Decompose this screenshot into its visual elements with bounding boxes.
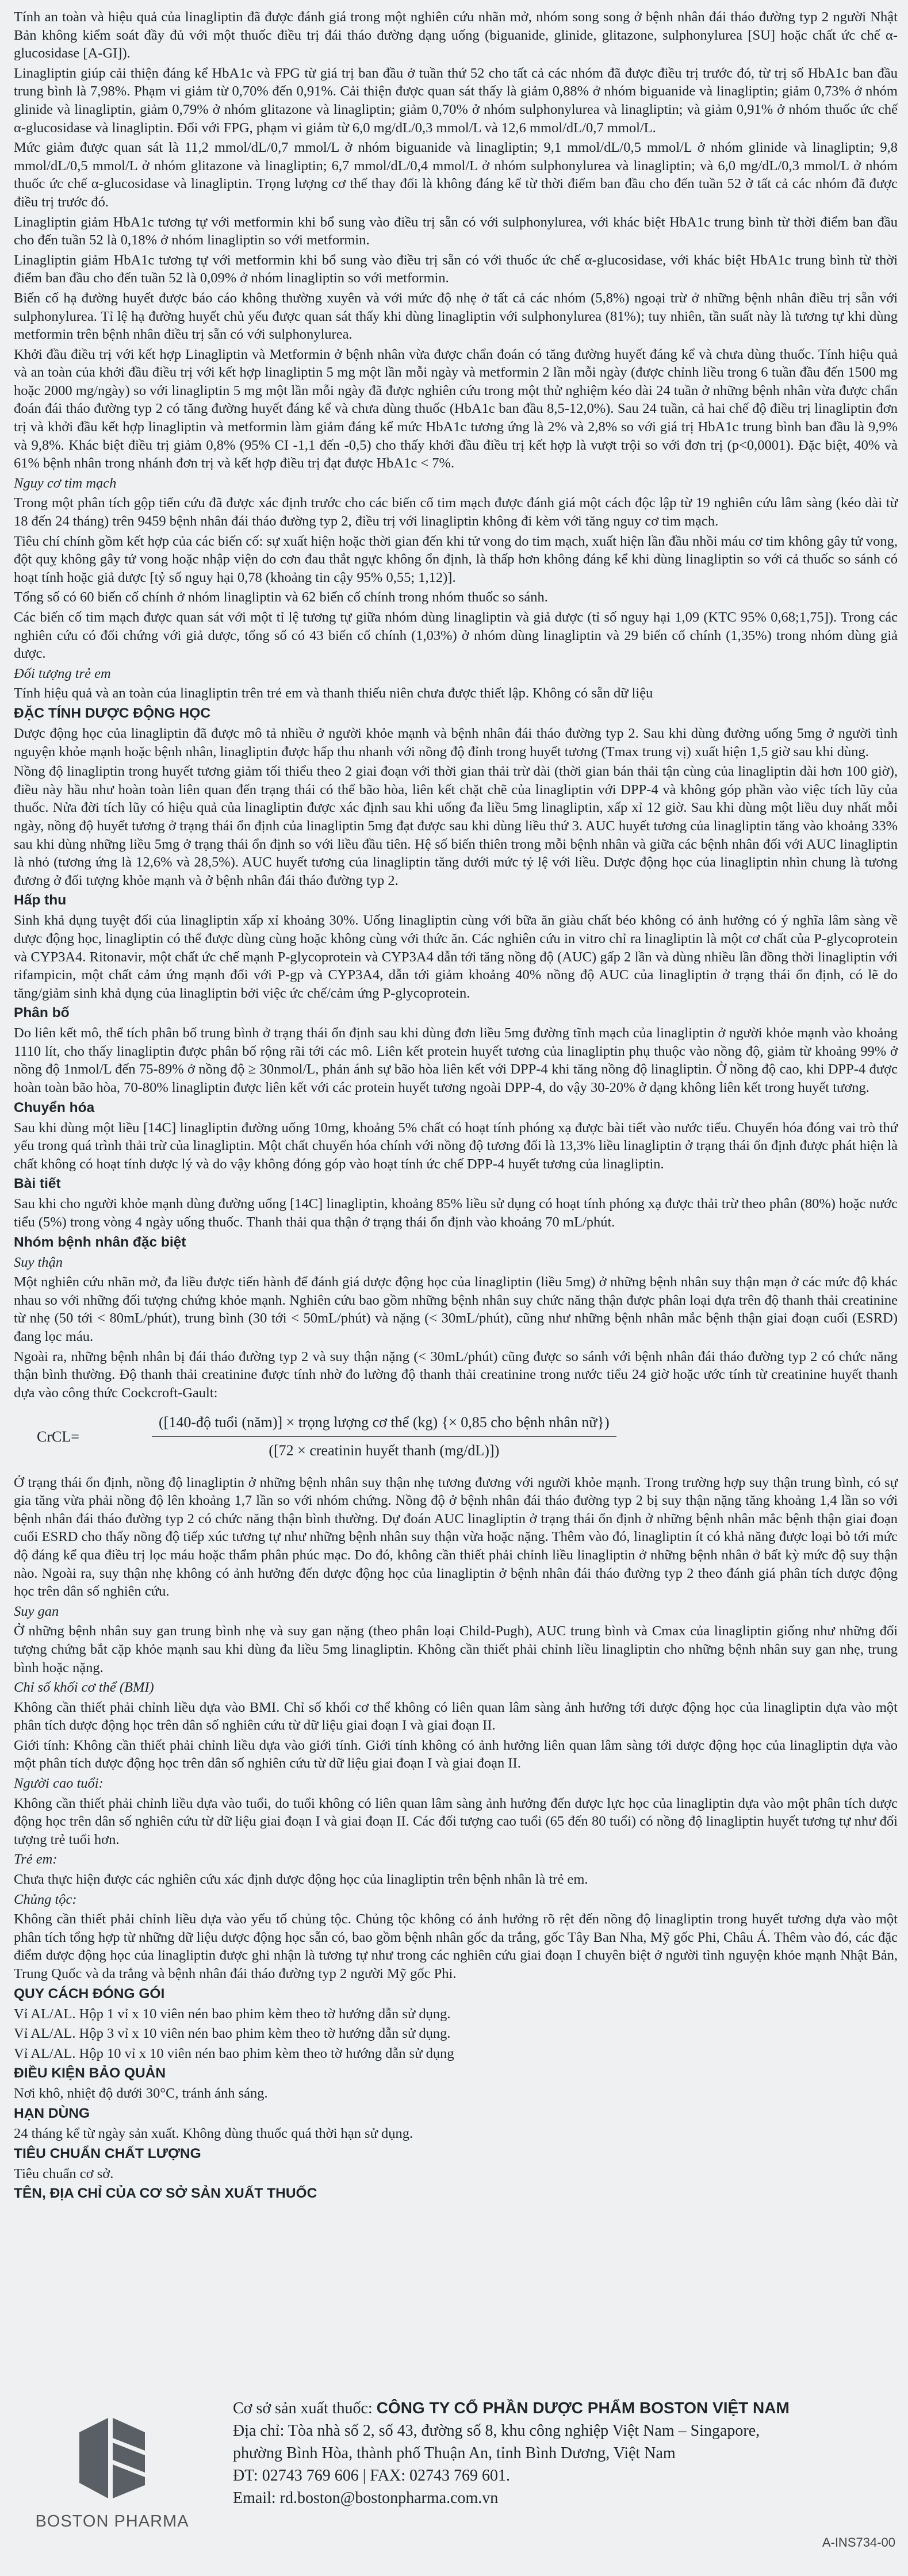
- logo-text: BOSTON PHARMA: [35, 2512, 189, 2531]
- elderly-heading: Người cao tuổi:: [14, 1776, 104, 1792]
- efficacy-paragraph: Mức giảm được quan sát là 11,2 mmol/dL/0,7 mmol/L ở nhóm biguanide và linagliptin; 9,1 mmol/dL/0,5 mmol/L ở nhóm glinide và linagliptin; 9,8 mmol/dL/0,5 mmol/L ở nhóm glitazone và linagliptin; 6,7 mmol/dL/0,4 mmol/L ở nhóm sulphonylurea và linagliptin; và 6,0 mg/dL/0,3 mmol/L ở nhóm thuốc ức chế α-glucosidase và linagliptin. Trọng lượng cơ thể thay đổi là không đáng kể từ thời điểm ban đầu cho đến tuần 52 ở tất cả các nhóm đã được điều trị trước đó.: [14, 140, 898, 210]
- children-paragraph: Tính hiệu quả và an toàn của linagliptin trên trẻ em và thanh thiếu niên chưa được thiết lập. Không có sẵn dữ liệu: [14, 685, 653, 702]
- boston-pharma-logo-icon: [75, 2415, 150, 2501]
- manufacturer-address-line: phường Bình Hòa, thành phố Thuận An, tỉnh Bình Dương, Việt Nam: [233, 2444, 676, 2462]
- children-heading: Đối tượng trẻ em: [14, 665, 111, 681]
- efficacy-paragraph: Linagliptin giảm HbA1c tương tự với metformin khi bổ sung vào điều trị sẵn có với thuốc ức chế α-glucosidase, với khác biệt HbA1c trung bình từ thời điểm ban đầu cho đến tuần 52 là 0,09% ở nhóm linagliptin so với metformin.: [14, 252, 898, 286]
- quality-text: Tiêu chuẩn cơ sở.: [14, 2165, 114, 2182]
- special-populations-heading: Nhóm bệnh nhân đặc biệt: [14, 1234, 186, 1250]
- cv-paragraph: Trong một phân tích gộp tiến cứu đã được xác định trước cho các biến cố tim mạch được đánh giá một cách độc lập từ 19 nghiên cứu lâm sàng (kéo dài từ 18 đến 24 tháng) trên 9459 bệnh nhân đái tháo đường typ 2, điều trị với linagliptin không đi kèm với tăng nguy cơ tim mạch.: [14, 495, 898, 530]
- cv-paragraph: Các biến cố tim mạch được quan sát với một tỉ lệ tương tự giữa nhóm dùng linagliptin và giả dược (tỉ số nguy hại 1,09 (KTC 95% 0,68;1,75]). Trong các nghiên cứu có đối chứng với giả dược, tổng số có 43 biến cố chính (1,03%) ở nhóm dùng linagliptin và 29 biến cố chính (1,35%) trong nhóm dùng giả dược.: [14, 610, 898, 662]
- gender-paragraph: Giới tính: Không cần thiết phải chỉnh liều dựa vào giới tính. Giới tính không có ảnh hưởng liên quan lâm sàng tới dược động học của linagliptin dựa vào một phân tích dược động học trên dân số nghiên cứu từ dữ liệu giai đoạn I và giai đoạn II.: [14, 1737, 898, 1772]
- distribution-paragraph: Do liên kết mô, thể tích phân bố trung bình ở trạng thái ổn định sau khi dùng đơn liều 5mg đường tĩnh mạch của linagliptin ở người khỏe mạnh vào khoảng 1110 lít, cho thấy linagliptin được phân bố rộng rãi tới các mô. Liên kết protein huyết tương của linagliptin phụ thuộc vào nồng độ, giảm từ khoảng 99% ở nồng độ 1nmol/L đến 75-89% ở nồng độ ≥ 30nmol/L, phản ánh sự bão hòa liên kết với DPP-4 khi tăng nồng độ linagliptin. Ở nồng độ cao, khi DPP-4 được hoàn toàn bão hòa, 70-80% linagliptin được liên kết với các protein huyết tương ngoài DPP-4, do vậy 30-20% ở dạng không liên kết trong huyết tương.: [14, 1025, 898, 1096]
- renal-paragraph: Ngoài ra, những bệnh nhân bị đái tháo đường typ 2 và suy thận nặng (< 30mL/phút) cũng được so sánh với bệnh nhân đái tháo đường typ 2 có chức năng thận bình thường. Độ thanh thải creatinine được tính nhờ đo lường độ thanh thải creatinine trong nước tiểu 24 giờ hoặc ước tính từ creatinine huyết thanh dựa vào công thức Cockcroft-Gault:: [14, 1348, 898, 1401]
- packaging-item: Vỉ AL/AL. Hộp 10 vỉ x 10 viên nén bao phim kèm theo tờ hướng dẫn sử dụng: [14, 2045, 454, 2061]
- formula-lhs: CrCL=: [37, 1428, 79, 1445]
- efficacy-paragraph: Khởi đầu điều trị với kết hợp Linagliptin và Metformin ở bệnh nhân vừa được chẩn đoán có tăng đường huyết đáng kể và chưa dùng thuốc. Tính hiệu quả và an toàn của khởi đầu điều trị với kết hợp linagliptin 5 mg một lần mỗi ngày và metformin 2 lần mỗi ngày (được chỉnh liều trong 6 tuần đầu đến 1500 mg hoặc 2000 mg/ngày) so với linagliptin 5 mg một lần mỗi ngày đã được nghiên cứu trong một thử nghiệm kéo dài 24 tuần ở những bệnh nhân vừa được chẩn đoán đái tháo đường typ 2 có tăng đường huyết đáng kể và chưa dùng thuốc (HbA1c ban đầu 8,5-12,0%). Sau 24 tuần, cả hai chế độ điều trị linagliptin đơn trị và khởi đầu kết hợp linagliptin và metformin làm giảm đáng kể mức HbA1c tương ứng là 2% và 2,8% so với giá trị HbA1c trung bình ban đầu là 9,9% và 9,8%. Khác biệt điều trị giảm 0,8% (95% CI -1,1 đến -0,5) cho thấy khởi đầu điều trị kết hợp là vượt trội so với đơn trị (p<0,0001). Đặc biệt, 40% và 61% bệnh nhân trong nhánh đơn trị và kết hợp điều trị đạt được HbA1c < 7%.: [14, 346, 898, 471]
- shelf-life-text: 24 tháng kể từ ngày sản xuất. Không dùng thuốc quá thời hạn sử dụng.: [14, 2125, 413, 2141]
- bmi-paragraph: Không cần thiết phải chỉnh liều dựa vào BMI. Chỉ số khối cơ thể không có liên quan lâm sàng ảnh hưởng tới dược động học của linagliptin dựa vào một phân tích dược động học trên dân số nghiên cứu từ dữ liệu giai đoạn I và giai đoạn II.: [14, 1699, 898, 1734]
- packaging-heading: QUY CÁCH ĐÓNG GÓI: [14, 1985, 165, 2002]
- packaging-item: Vỉ AL/AL. Hộp 3 vỉ x 10 viên nén bao phim kèm theo tờ hướng dẫn sử dụng.: [14, 2026, 451, 2042]
- pediatric-heading: Trẻ em:: [14, 1851, 58, 1868]
- pk-paragraph: Nồng độ linagliptin trong huyết tương giảm tối thiểu theo 2 giai đoạn với thời gian thải trừ dài (thời gian bán thải tận cùng của linagliptin dài hơn 100 giờ), điều này hầu như hoàn toàn liên quan đến trạng thái có thể bão hòa, liên kết chặt chẽ của linagliptin với DPP-4 và không góp phần vào việc tích lũy của thuốc. Nửa đời tích lũy có hiệu quả của linagliptin được xác định sau khi uống đa liều 5mg linagliptin, xấp xỉ 12 giờ. Sau khi dùng một liều duy nhất mỗi ngày, nồng độ huyết tương ở trạng thái ổn định của linagliptin 5mg đạt được sau khi dùng liều thứ 3. AUC huyết tương của linagliptin tăng vào khoảng 33% sau khi dùng những liều 5mg ở trạng thái ổn định so với liều đầu tiên. Hệ số biến thiên trong mỗi bệnh nhân và giữa các bệnh nhân đối với AUC linagliptin là nhỏ (tương ứng là 12,6% và 28,5%). AUC huyết tương của linagliptin tăng dưới mức tỷ lệ với liều. Dược động học của linagliptin nhìn chung là tương đương ở đối tượng khỏe mạnh và ở bệnh nhân đái tháo đường typ 2.: [14, 764, 898, 888]
- manufacturer-address-block: [233, 2397, 790, 2509]
- renal-paragraph: Một nghiên cứu nhãn mở, đa liều được tiến hành để đánh giá dược động học của linagliptin (liều 5mg) ở những bệnh nhân suy thận mạn ở các mức độ khác nhau so với những đối tượng chứng khỏe mạnh. Nghiên cứu bao gồm những bệnh nhân suy chức năng thận được phân loại dựa trên độ thanh thải creatinine từ nhẹ (50 tới < 80mL/phút), trung bình (30 tới < 50mL/phút) và nặng (< 30mL/phút), cũng như những bệnh nhân mắc bệnh thận giai đoạn cuối (ESRD) đang lọc máu.: [14, 1274, 898, 1344]
- efficacy-paragraph: Linagliptin giảm HbA1c tương tự với metformin khi bổ sung vào điều trị sẵn có với sulphonylurea, với khác biệt HbA1c trung bình từ thời điểm ban đầu cho đến tuần 52 là 0,18% ở nhóm linagliptin so với metformin.: [14, 214, 898, 248]
- cv-paragraph: Tổng số có 60 biến cố chính ở nhóm linagliptin và 62 biến cố chính trong nhóm thuốc so sánh.: [14, 589, 548, 605]
- metabolism-paragraph: Sau khi dùng một liều [14C] linagliptin đường uống 10mg, khoảng 5% chất có hoạt tính phóng xạ được bài tiết vào nước tiểu. Chuyển hóa đóng vai trò thứ yếu trong quá trình thải trừ của linagliptin. Một chất chuyển hóa chính với nồng độ tương đối là 13,3% liều linagliptin ở trạng thái ổn định được phát hiện là chất không có hoạt tính dược lý và do vậy không đóng góp vào hoạt tính ức chế DPP-4 huyết tương của linagliptin.: [14, 1120, 898, 1172]
- race-heading: Chủng tộc:: [14, 1891, 77, 1907]
- hepatic-heading: Suy gan: [14, 1603, 59, 1619]
- manufacturer-footer: [0, 2392, 908, 2576]
- manufacturer-name: CÔNG TY CỔ PHẦN DƯỢC PHẨM BOSTON VIỆT NAM: [376, 2399, 790, 2417]
- renal-heading: Suy thận: [14, 1254, 63, 1270]
- manufacturer-email: Email: rd.boston@bostonpharma.com.vn: [233, 2489, 499, 2507]
- document-code: A-INS734-00: [822, 2535, 895, 2550]
- storage-text: Nơi khô, nhiệt độ dưới 30°C, tránh ánh sáng.: [14, 2086, 268, 2102]
- metabolism-heading: Chuyển hóa: [14, 1099, 95, 1116]
- race-paragraph: Không cần thiết phải chỉnh liều dựa vào yếu tố chủng tộc. Chủng tộc không có ảnh hưởng rõ rệt đến nồng độ linagliptin trong huyết tương dựa vào một phân tích tổng hợp từ những dữ liệu dược động học sẵn có, bao gồm bệnh nhân gốc da trắng, gốc Tây Ban Nha, Mỹ gốc Phi, Châu Á. Thêm vào đó, các đặc điểm dược động học của linagliptin được ghi nhận là tương tự như trong các nghiên cứu giai đoạn I chuyên biệt ở người tình nguyện khỏe mạnh Nhật Bản, Trung Quốc và da trắng và bệnh nhân đái tháo đường typ 2 người Mỹ gốc Phi.: [14, 1911, 898, 1981]
- pk-heading: ĐẶC TÍNH DƯỢC ĐỘNG HỌC: [14, 705, 211, 721]
- excretion-paragraph: Sau khi cho người khỏe mạnh dùng đường uống [14C] linagliptin, khoảng 85% liều sử dụng có hoạt tính phóng xạ được thải trừ theo phân (80%) hoặc nước tiểu (5%) trong vòng 4 ngày uống thuốc. Thanh thải qua thận ở trạng thái ổn định vào khoảng 70 mL/phút.: [14, 1196, 898, 1230]
- packaging-item: Vỉ AL/AL. Hộp 1 vỉ x 10 viên nén bao phim kèm theo tờ hướng dẫn sử dụng.: [14, 2006, 451, 2022]
- cv-paragraph: Tiêu chí chính gồm kết hợp của các biến cố: sự xuất hiện hoặc thời gian đến khi tử vong do tim mạch, xuất hiện lần đầu nhồi máu cơ tim không gây tử vong, đột quỵ không gây tử vong hoặc nhập viện do cơn đau thắt ngực không ổn định, là thấp hơn không đáng kể khi dùng linagliptin so với cả thuốc so sánh có hoạt tính hoặc giả dược [tỷ số nguy hại 0,78 (khoảng tin cậy 95% 0,55; 1,12)].: [14, 533, 898, 585]
- distribution-heading: Phân bố: [14, 1005, 70, 1021]
- manufacturer-phone: ĐT: 02743 769 606 | FAX: 02743 769 601.: [233, 2467, 511, 2485]
- elderly-paragraph: Không cần thiết phải chỉnh liều dựa vào tuổi, do tuổi không có liên quan lâm sàng ảnh hưởng đến dược lực học của linagliptin dựa vào một phân tích dược động học trên dân số nghiên cứu từ dữ liệu giai đoạn I và giai đoạn II. Các đối tượng cao tuổi (65 đến 80 tuổi) có nồng độ linagliptin huyết tương tự như đối tượng trẻ tuổi hơn.: [14, 1795, 898, 1847]
- shelf-life-heading: HẠN DÙNG: [14, 2105, 90, 2121]
- efficacy-paragraph: Linagliptin giúp cải thiện đáng kể HbA1c và FPG từ giá trị ban đầu ở tuần thứ 52 cho tất cả các nhóm đã được điều trị trước đó, từ trị số HbA1c ban đầu trung bình là 7,98%. Phạm vi giảm từ 0,70% đến 0,91%. Cải thiện được quan sát thấy là giảm 0,88% ở nhóm biguanide và linagliptin; giảm 0,73% ở nhóm glinide và linagliptin, giảm 0,79% ở nhóm glitazone và linagliptin; giảm 0,70% ở nhóm sulphonylurea và linagliptin; và giảm 0,91% ở nhóm thuốc ức chế α-glucosidase và linagliptin. Đối với FPG, phạm vi giảm từ 6,0 mg/dL/0,3 mmol/L và 12,6 mmol/dL/0,7 mmol/L.: [14, 65, 898, 136]
- manufacturer-address-line: Địa chỉ: Tòa nhà số 2, số 43, đường số 8, khu công nghiệp Việt Nam – Singapore,: [233, 2422, 760, 2440]
- formula-numerator: ([140-độ tuổi (năm)] × trọng lượng cơ thể (kg) {× 0,85 cho bệnh nhân nữ}): [152, 1413, 616, 1437]
- efficacy-paragraph: Tính an toàn và hiệu quả của linagliptin đã được đánh giá trong một nghiên cứu nhãn mở, nhóm song song ở bệnh nhân đái tháo đường typ 2 người Nhật Bản không kiểm soát đầy đủ với một thuốc điều trị đái tháo đường dạng uống (biguanide, glinide, glitazone, sulphonylurea [SU] hoặc chất ức chế α-glucosidase [A-GI]).: [14, 9, 898, 62]
- manufacturer-heading: TÊN, ĐỊA CHỈ CỦA CƠ SỞ SẢN XUẤT THUỐC: [14, 2186, 317, 2202]
- formula-fraction: [152, 1413, 616, 1459]
- renal-paragraph: Ở trạng thái ổn định, nồng độ linagliptin ở những bệnh nhân suy thận nhẹ tương đương với người khỏe mạnh. Trong trường hợp suy thận trung bình, có sự gia tăng vừa phải nồng độ lên khoảng 1,7 lần so với nhóm chứng. Nồng độ ở bệnh nhân đái tháo đường typ 2 bị suy thận nặng tăng khoảng 1,4 lần so với bệnh nhân đái tháo đường typ 2 có chức năng thận bình thường. Dự đoán AUC linagliptin ở trạng thái ổn định ở những bệnh nhân mắc bệnh thận giai đoạn cuối ESRD cho thấy nồng độ tiếp xúc tương tự như những bệnh nhân suy thận vừa hoặc nặng. Thêm vào đó, linagliptin ít có khả năng được loại bỏ tới mức độ đáng kể qua điều trị lọc máu hoặc thẩm phân phúc mạc. Do đó, không cần thiết phải chỉnh liều linagliptin ở những bệnh nhân ở bất kỳ mức độ suy thận nào. Ngoài ra, suy thận nhẹ không có ảnh hưởng đến dược động học của linagliptin ở bệnh nhân đái tháo đường typ 2 theo đánh giá phân tích dược động học trên dân số nghiên cứu.: [14, 1474, 898, 1600]
- cv-risk-heading: Nguy cơ tim mạch: [14, 475, 117, 491]
- efficacy-paragraph: Biến cố hạ đường huyết được báo cáo không thường xuyên và với mức độ nhẹ ở tất cả các nhóm (5,8%) ngoại trừ ở những bệnh nhân điều trị sẵn với sulphonylurea. Tỉ lệ hạ đường huyết chủ yếu được quan sát thấy khi dùng linagliptin với sulphonylurea (81%); tuy nhiên, tần suất này là tương tự khi dùng metformin trên bệnh nhân điều trị sẵn có với sulphonylurea.: [14, 290, 898, 343]
- hepatic-paragraph: Ở những bệnh nhân suy gan trung bình nhẹ và suy gan nặng (theo phân loại Child-Pugh), AUC trung bình và Cmax của linagliptin giống như những đối tượng chứng bắt cặp khỏe mạnh sau khi dùng đa liều 5mg linagliptin. Không cần thiết phải chỉnh liều linagliptin cho những bệnh nhân suy gan nhẹ, trung bình hoặc nặng.: [14, 1623, 898, 1676]
- storage-heading: ĐIỀU KIỆN BẢO QUẢN: [14, 2065, 166, 2082]
- excretion-heading: Bài tiết: [14, 1176, 61, 1192]
- bmi-heading: Chỉ số khối cơ thể (BMI): [14, 1680, 154, 1696]
- cockcroft-gault-formula: [37, 1413, 898, 1459]
- formula-denominator: ([72 × creatinin huyết thanh (mg/dL)]): [269, 1442, 500, 1459]
- pediatric-paragraph: Chưa thực hiện được các nghiên cứu xác định dược động học của linagliptin trên bệnh nhân là trẻ em.: [14, 1872, 588, 1888]
- pk-paragraph: Dược động học của linagliptin đã được mô tả nhiều ở người khỏe mạnh và bệnh nhân đái tháo đường typ 2. Sau khi dùng đường uống 5mg ở người tình nguyện khỏe mạnh hoặc bệnh nhân, linagliptin được hấp thu nhanh với nồng độ đỉnh trong huyết tương (Tmax trung vị) xuất hiện 1,5 giờ sau khi dùng.: [14, 725, 898, 760]
- manufacturer-label: Cơ sở sản xuất thuốc:: [233, 2399, 373, 2417]
- quality-heading: TIÊU CHUẨN CHẤT LƯỢNG: [14, 2145, 201, 2161]
- absorption-heading: Hấp thu: [14, 892, 67, 908]
- absorption-paragraph: Sinh khả dụng tuyệt đối của linagliptin xấp xỉ khoảng 30%. Uống linagliptin cùng với bữa ăn giàu chất béo không có ảnh hưởng có ý nghĩa lâm sàng về dược động học, linagliptin có thể được dùng cùng hoặc không cùng với thức ăn. Các nghiên cứu in vitro chỉ ra linagliptin là một cơ chất của P-glycoprotein và CYP3A4. Ritonavir, một chất ức chế mạnh P-glycoprotein và CYP3A4 dẫn tới tăng nồng độ (AUC) gấp 2 lần và dùng nhiều lần đồng thời linagliptin với rifampicin, một chất cảm ứng mạnh đối với P-gp và CYP3A4, dẫn tới giảm khoảng 40% nồng độ AUC của linagliptin ở trạng thái ổn định, có lẽ do tăng/giảm sinh khả dụng của linagliptin bởi việc ức chế/cảm ứng P-glycoprotein.: [14, 913, 898, 1001]
